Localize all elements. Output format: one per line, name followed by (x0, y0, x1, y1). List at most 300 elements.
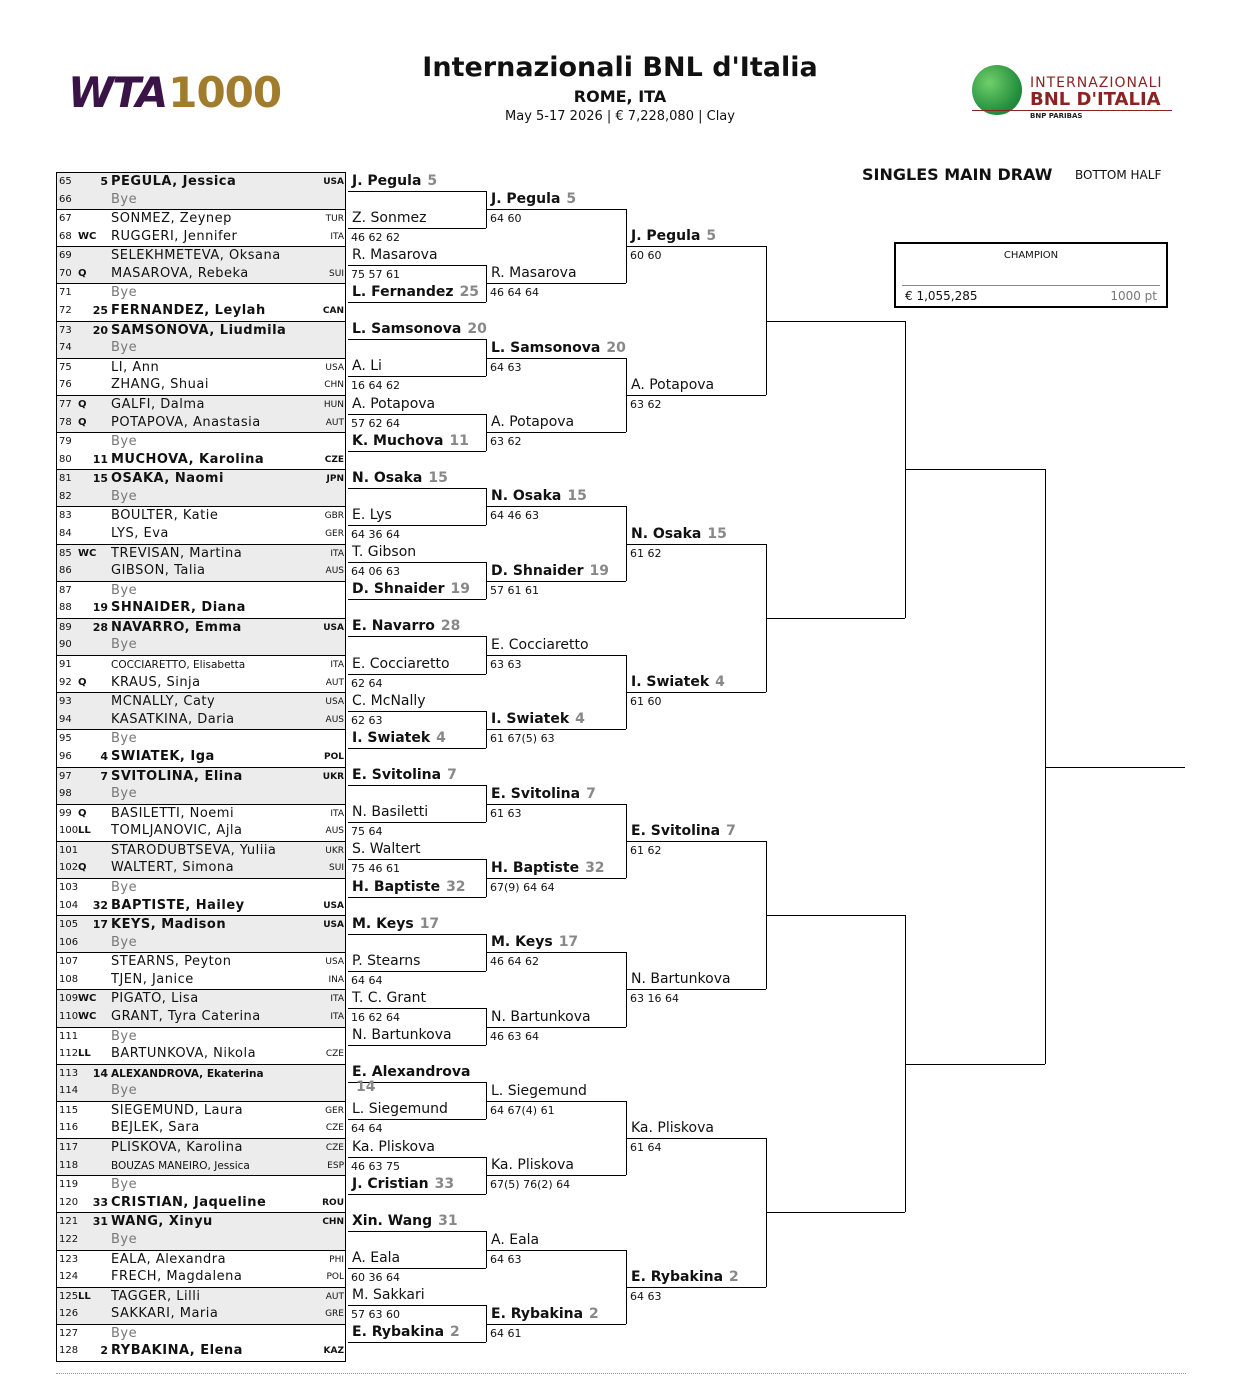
bracket-line (348, 1008, 486, 1009)
winner-name (491, 934, 578, 951)
country-code: UKR (322, 771, 344, 782)
draw-number: 91 (59, 659, 72, 671)
winner-name (352, 433, 469, 450)
bracket-line (487, 432, 626, 433)
match-score: 61 63 (490, 807, 522, 820)
match-score: 64 64 (351, 974, 383, 987)
player-row (57, 730, 347, 748)
country-code: KAZ (323, 1346, 344, 1357)
winner-name-text: D. Shnaider (352, 581, 445, 597)
bracket-line (627, 246, 766, 247)
winner-seed: 15 (428, 470, 448, 486)
player-name: BEJLEK, Sara (111, 1120, 200, 1136)
winner-name (491, 414, 574, 431)
bracket-line (487, 655, 626, 656)
player-name: POTAPOVA, Anastasia (111, 414, 261, 430)
player-row (57, 507, 347, 525)
winner-name (352, 507, 392, 524)
match-score: 75 46 61 (351, 862, 400, 875)
draw-number: 81 (59, 473, 72, 485)
draw-pair (56, 1287, 346, 1325)
winner-name (352, 879, 466, 896)
country-code: USA (325, 697, 344, 708)
winner-name-text: E. Rybakina (491, 1306, 584, 1322)
country-code: USA (323, 177, 344, 187)
winner-seed: 11 (449, 433, 469, 449)
player-row (57, 990, 347, 1008)
bracket-line (348, 1268, 486, 1269)
bracket-line (348, 785, 486, 786)
bracket-line (487, 729, 626, 730)
winner-name-text: T. Gibson (352, 544, 417, 560)
bracket-line (487, 1027, 626, 1028)
winner-seed: 20 (467, 321, 487, 337)
winner-seed: 15 (567, 488, 587, 504)
bracket-line-empty (1045, 767, 1185, 768)
bye-label: Bye (111, 340, 138, 356)
winner-name (352, 358, 382, 375)
player-name: STEARNS, Peyton (111, 954, 232, 970)
bracket-line (348, 191, 486, 192)
bracket-line (627, 544, 766, 545)
country-code: ITA (330, 994, 344, 1005)
country-code: AUT (325, 417, 344, 428)
draw-number: 80 (59, 453, 72, 465)
winner-seed: 17 (558, 934, 579, 950)
draw-pair (56, 1101, 346, 1139)
player-row (57, 768, 347, 786)
player-name: TOMLJANOVIC, Ajla (111, 823, 243, 839)
bye-label: Bye (111, 731, 138, 747)
bye-label: Bye (111, 488, 138, 504)
player-row (57, 619, 347, 637)
player-name: SWIATEK, Iga (111, 748, 215, 764)
player-row (57, 897, 347, 915)
winner-seed: 28 (440, 618, 461, 634)
match-score: 57 62 64 (351, 417, 400, 430)
bracket-line (487, 804, 626, 805)
bracket-line-empty (766, 1212, 905, 1213)
seed-number: 7 (100, 769, 108, 783)
champion-points: 1000 pt (1110, 289, 1157, 303)
player-row (57, 971, 347, 989)
match-score: 75 64 (351, 825, 383, 838)
winner-name-text: N. Bartunkova (352, 1027, 452, 1043)
player-name: TJEN, Janice (111, 971, 194, 987)
winner-name (352, 284, 479, 301)
player-row (57, 1288, 347, 1306)
winner-name-text: E. Alexandrova (352, 1064, 471, 1080)
draw-pair (56, 581, 346, 619)
winner-name (352, 1101, 448, 1118)
winner-seed: 2 (589, 1306, 599, 1322)
match-score: 64 63 (630, 1290, 662, 1303)
sponsor-logo-line1: INTERNAZIONALI (1030, 75, 1163, 91)
winner-name (352, 916, 439, 933)
wta-1000-logo: WTA1000 (68, 68, 282, 117)
player-row (57, 934, 347, 952)
winner-name (491, 191, 576, 208)
player-name: BOUZAS MANEIRO, Jessica (111, 1159, 250, 1172)
match-score: 64 46 63 (490, 509, 539, 522)
winner-name-text: L. Samsonova (491, 340, 601, 356)
bracket-line-empty (905, 469, 1045, 470)
draw-pair (56, 172, 346, 210)
draw-title: SINGLES MAIN DRAW (862, 165, 1053, 184)
winner-name (352, 990, 426, 1007)
winner-name (352, 1213, 458, 1230)
player-row (57, 1305, 347, 1323)
country-code: SUI (329, 863, 344, 874)
country-code: CAN (322, 306, 344, 317)
bracket-line (348, 339, 486, 340)
country-code: AUS (325, 826, 344, 837)
player-row (57, 302, 347, 320)
draw-pair (56, 469, 346, 507)
champion-prize: € 1,055,285 (905, 289, 978, 303)
entry-status: Q (78, 807, 87, 819)
winner-name-text: P. Stearns (352, 953, 421, 969)
winner-seed: 32 (446, 879, 466, 895)
bracket-line (487, 1175, 626, 1176)
bracket-line-empty (905, 1064, 1045, 1065)
player-name: PLISKOVA, Karolina (111, 1140, 243, 1156)
entry-status: Q (78, 676, 87, 688)
winner-name (352, 618, 460, 635)
bracket-line (348, 414, 486, 415)
player-row (57, 748, 347, 766)
player-name: WANG, Xinyu (111, 1214, 213, 1230)
seed-number: 28 (92, 620, 108, 634)
player-row (57, 228, 347, 246)
player-name: ZHANG, Shuai (111, 377, 209, 393)
player-name: BARTUNKOVA, Nikola (111, 1046, 257, 1062)
player-name: KRAUS, Sinja (111, 674, 201, 690)
draw-number: 102 (59, 862, 79, 874)
winner-name-text: R. Masarova (491, 265, 577, 281)
winner-name (631, 1269, 739, 1286)
winner-name (352, 1139, 435, 1156)
match-score: 64 64 (351, 1122, 383, 1135)
sponsor-logo-line2: BNL D'ITALIA (1030, 89, 1161, 110)
player-name: MASAROVA, Rebeka (111, 265, 249, 281)
draw-number: 121 (59, 1216, 79, 1228)
player-row (57, 451, 347, 469)
player-name: EALA, Alexandra (111, 1251, 227, 1267)
winner-name-text: R. Masarova (352, 247, 438, 263)
winner-seed: 2 (450, 1324, 460, 1340)
match-score: 64 63 (490, 361, 522, 374)
country-code: GRE (325, 1309, 344, 1320)
player-name: ALEXANDROVA, Ekaterina (111, 1067, 264, 1080)
draw-number: 118 (59, 1159, 79, 1171)
match-score: 60 60 (630, 249, 662, 262)
player-name: KEYS, Madison (111, 917, 227, 933)
match-score: 67(9) 64 64 (490, 881, 555, 894)
player-row (57, 1325, 347, 1343)
match-score: 57 61 61 (490, 584, 539, 597)
bracket-line (348, 859, 486, 860)
draw-number: 100 (59, 825, 79, 837)
player-row (57, 879, 347, 897)
country-code: SUI (329, 268, 344, 279)
winner-seed: 33 (434, 1176, 455, 1192)
player-name: SELEKHMETEVA, Oksana (111, 248, 281, 264)
draw-number: 67 (59, 213, 72, 225)
match-score: 61 60 (630, 695, 662, 708)
player-row (57, 1008, 347, 1026)
seed-number: 25 (92, 304, 108, 318)
winner-name (491, 1009, 591, 1026)
draw-number: 125 (59, 1290, 79, 1302)
winner-name-text: Z. Sonmez (352, 210, 427, 226)
player-row (57, 210, 347, 228)
draw-number: 78 (59, 416, 72, 428)
player-row (57, 1139, 347, 1157)
winner-name (352, 1176, 454, 1193)
winner-seed: 5 (566, 191, 577, 207)
match-score: 16 62 64 (351, 1011, 400, 1024)
draw-number: 69 (59, 250, 72, 262)
country-code: GER (325, 528, 344, 539)
player-row (57, 562, 347, 580)
draw-number: 93 (59, 696, 72, 708)
draw-number: 66 (59, 193, 72, 205)
player-name: OSAKA, Naomi (111, 471, 224, 487)
draw-number: 94 (59, 713, 72, 725)
bracket-line (348, 451, 486, 452)
winner-name (352, 1064, 471, 1095)
player-row (57, 173, 347, 191)
winner-name-text: H. Baptiste (491, 860, 580, 876)
winner-name-text: Ka. Pliskova (631, 1120, 714, 1136)
winner-name (352, 804, 428, 821)
winner-name-text: I. Swiatek (352, 730, 431, 746)
match-score: 46 64 64 (490, 286, 539, 299)
draw-number: 96 (59, 750, 72, 762)
country-code: CHN (324, 380, 344, 391)
draw-pair (56, 989, 346, 1027)
winner-name (491, 1306, 599, 1323)
winner-name (491, 860, 605, 877)
country-code: POL (326, 1272, 344, 1283)
seed-number: 11 (92, 452, 108, 466)
player-row (57, 1157, 347, 1175)
draw-number: 73 (59, 324, 72, 336)
player-name: BAPTISTE, Hailey (111, 897, 245, 913)
player-row (57, 339, 347, 357)
winner-name (352, 767, 457, 784)
draw-number: 126 (59, 1308, 79, 1320)
winner-name (631, 1120, 714, 1137)
match-score: 60 36 64 (351, 1271, 400, 1284)
player-row (57, 1231, 347, 1249)
winner-seed: 15 (707, 526, 727, 542)
player-row (57, 842, 347, 860)
winner-name (352, 321, 487, 338)
bye-label: Bye (111, 934, 138, 950)
match-score: 46 63 64 (490, 1030, 539, 1043)
winner-name (631, 228, 716, 245)
draw-number: 104 (59, 899, 79, 911)
draw-number: 97 (59, 770, 72, 782)
page-bottom-rule (56, 1373, 1186, 1374)
winner-name-text: A. Li (352, 358, 382, 374)
player-name: RYBAKINA, Elena (111, 1343, 243, 1359)
draw-number: 117 (59, 1142, 79, 1154)
country-code: ITA (330, 808, 344, 819)
match-score: 64 61 (490, 1327, 522, 1340)
winner-name-text: M. Sakkari (352, 1287, 425, 1303)
bracket-line (348, 525, 486, 526)
draw-pair (56, 841, 346, 879)
winner-name-text: L. Fernandez (352, 284, 454, 300)
country-code: ITA (330, 660, 344, 671)
tennis-ball-logo-icon (972, 65, 1022, 115)
winner-name-text: E. Lys (352, 507, 392, 523)
winner-seed: 7 (726, 823, 736, 839)
player-row (57, 953, 347, 971)
entry-status: Q (78, 267, 87, 279)
player-row (57, 859, 347, 877)
bracket-line (487, 283, 626, 284)
player-row (57, 785, 347, 803)
draw-pair (56, 1064, 346, 1102)
player-row (57, 1102, 347, 1120)
bracket-line (487, 1250, 626, 1251)
draw-number: 84 (59, 527, 72, 539)
match-score: 57 63 60 (351, 1308, 400, 1321)
match-score: 61 62 (630, 844, 662, 857)
winner-seed: 7 (447, 767, 457, 783)
winner-name-text: A. Eala (491, 1232, 540, 1248)
winner-name-text: A. Eala (352, 1250, 401, 1266)
player-row (57, 376, 347, 394)
winner-name (352, 247, 438, 264)
seed-number: 4 (100, 749, 108, 763)
bye-label: Bye (111, 1325, 138, 1341)
country-code: ROU (322, 1197, 344, 1208)
draw-number: 88 (59, 602, 72, 614)
draw-pair (56, 1212, 346, 1250)
seed-number: 20 (92, 323, 108, 337)
player-name: NAVARRO, Emma (111, 619, 242, 635)
winner-name-text: I. Swiatek (491, 711, 570, 727)
player-name: MCNALLY, Caty (111, 694, 216, 710)
player-name: MUCHOVA, Karolina (111, 451, 265, 467)
draw-number: 110 (59, 1011, 79, 1023)
winner-name (491, 265, 577, 282)
player-name: SAKKARI, Maria (111, 1306, 219, 1322)
player-row (57, 322, 347, 340)
bracket-line (348, 711, 486, 712)
draw-pair (56, 915, 346, 953)
winner-name-text: L. Siegemund (352, 1101, 448, 1117)
player-row (57, 433, 347, 451)
player-row (57, 636, 347, 654)
bracket-line (348, 674, 486, 675)
player-name: FERNANDEZ, Leylah (111, 303, 266, 319)
country-code: USA (323, 900, 344, 911)
bracket-line (348, 599, 486, 600)
draw-number: 83 (59, 510, 72, 522)
winner-name-text: C. McNally (352, 693, 426, 709)
country-code: USA (323, 622, 344, 633)
winner-name-text: I. Swiatek (631, 674, 710, 690)
draw-pair (56, 729, 346, 767)
entry-status: Q (78, 398, 87, 410)
player-row (57, 599, 347, 617)
draw-pair (56, 804, 346, 842)
player-name: SONMEZ, Zeynep (111, 211, 232, 227)
winner-name-text: J. Pegula (491, 191, 561, 207)
player-row (57, 582, 347, 600)
player-row (57, 1028, 347, 1046)
winner-name (352, 396, 435, 413)
draw-pair (56, 655, 346, 693)
entry-status: WC (78, 993, 97, 1005)
match-score: 63 62 (630, 398, 662, 411)
draw-pair (56, 692, 346, 730)
winner-seed: 20 (606, 340, 626, 356)
winner-name (352, 841, 421, 858)
winner-name (352, 210, 426, 227)
draw-pair (56, 506, 346, 544)
winner-name-text: Ka. Pliskova (491, 1157, 574, 1173)
winner-name-text: J. Cristian (352, 1176, 429, 1192)
player-name: GALFI, Dalma (111, 396, 206, 412)
player-row (57, 1342, 347, 1360)
draw-number: 65 (59, 176, 72, 187)
player-row (57, 525, 347, 543)
player-row (57, 822, 347, 840)
player-name: WALTERT, Simona (111, 860, 235, 876)
player-row (57, 488, 347, 506)
bracket-line (487, 1324, 626, 1325)
country-code: GBR (324, 511, 344, 522)
seed-number: 17 (92, 918, 108, 932)
winner-seed: 25 (459, 284, 480, 300)
winner-name (631, 823, 736, 840)
winner-seed: 14 (356, 1079, 376, 1095)
bracket-line-empty (766, 321, 905, 322)
match-score: 63 16 64 (630, 992, 679, 1005)
bracket-line (348, 1119, 486, 1120)
country-code: USA (325, 362, 344, 373)
bye-label: Bye (111, 1083, 138, 1099)
bye-label: Bye (111, 1177, 138, 1193)
bracket-line (487, 878, 626, 879)
bracket-line (487, 581, 626, 582)
winner-name (491, 786, 596, 803)
country-code: UKR (325, 845, 344, 856)
bracket-line (348, 228, 486, 229)
match-score: 64 60 (490, 212, 522, 225)
player-row (57, 191, 347, 209)
draw-number: 92 (59, 676, 72, 688)
winner-name-text: N. Bartunkova (491, 1009, 591, 1025)
bye-label: Bye (111, 285, 138, 301)
player-name: TREVISAN, Martina (111, 545, 243, 561)
country-code: USA (323, 920, 344, 931)
winner-name-text: J. Pegula (631, 228, 701, 244)
draw-number: 76 (59, 379, 72, 391)
winner-name-text: D. Shnaider (491, 563, 584, 579)
player-row (57, 1119, 347, 1137)
draw-pair (56, 432, 346, 470)
winner-name (491, 637, 589, 654)
entry-status: WC (78, 230, 97, 242)
